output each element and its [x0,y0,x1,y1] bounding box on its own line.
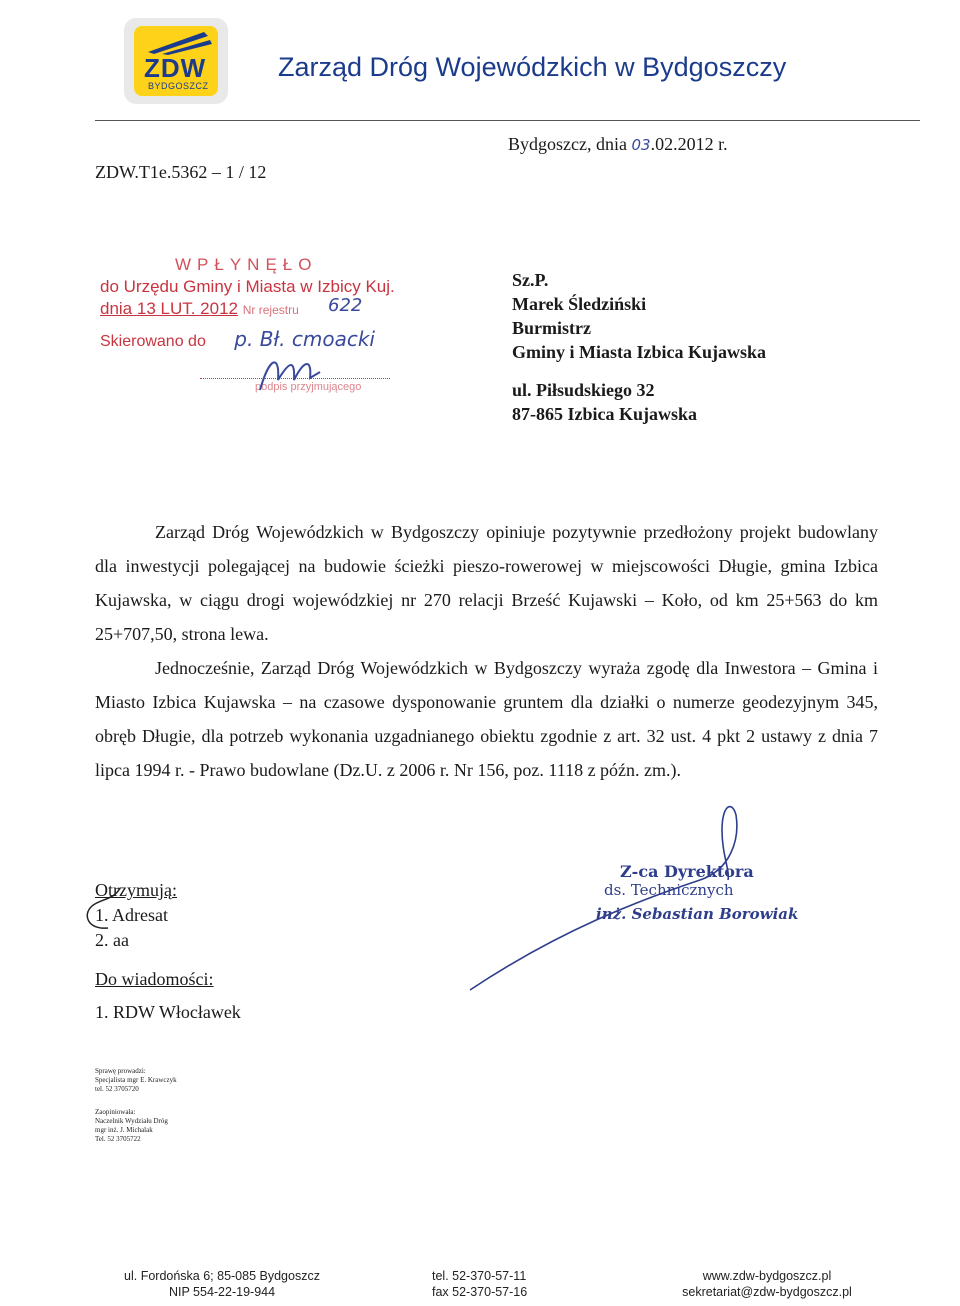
logo-text: ZDW [144,53,207,83]
footer-address-block [92,1268,352,1300]
recipients-heading: Otrzymują: [95,880,177,900]
signature-stamp [596,862,798,923]
recipient-address [512,268,766,426]
case-handler [95,1067,177,1094]
cc-item: 1. RDW Włocławek [95,1002,241,1022]
footer-fax: fax 52-370-57-16 [432,1285,528,1299]
footer-email: sekretariat@zdw-bydgoszcz.pl [682,1285,852,1299]
date-day-handwritten: 03 [631,136,651,154]
recipient-title: Burmistrz [512,318,591,338]
signature-name: inż. Sebastian Borowiak [596,905,799,923]
logo-badge [134,26,218,96]
stamp-register-number: 622 [328,295,363,316]
approver-line: Naczelnik Wydziału Dróg [95,1117,168,1125]
incoming-stamp [100,255,400,405]
recipient-name: Marek Śledziński [512,294,647,314]
approver [95,1108,168,1144]
recipient-street: ul. Piłsudskiego 32 [512,380,655,400]
footer-website: www.zdw-bydgoszcz.pl [702,1269,832,1283]
footer-nip: NIP 554-22-19-944 [168,1285,276,1299]
stamp-signature-label: podpis przyjmującego [255,381,362,393]
stamp-date: dnia 13 LUT. 2012 [100,299,238,318]
cc-heading: Do wiadomości: [95,969,214,989]
organization-title: Zarząd Dróg Wojewódzkich w Bydgoszczy [278,52,787,82]
zdw-logo [124,18,228,104]
footer-tel: tel. 52-370-57-11 [432,1269,527,1283]
case-handler-line: Sprawę prowadzi: [95,1067,146,1075]
letter-body [95,515,878,787]
date-prefix: Bydgoszcz, dnia [508,134,627,154]
stamp-line-office: do Urzędu Gminy i Miasta w Izbicy Kuj. [100,277,395,296]
recipient-item: 1. Adresat [95,905,168,925]
approver-line: Tel. 52 3705722 [95,1135,141,1143]
footer-web-block [662,1268,872,1300]
stamp-initials-scribble [250,350,330,400]
body-paragraph: Jednocześnie, Zarząd Dróg Wojewódzkich w Bydgoszczy wyraża zgodę dla Inwestora – Gmina i Miasto Izbica Kujawska – na czasowe dysponowanie gruntem dla działki o numerze geodezyjnym 345, obręb Długie, dla potrzeb wykonania uzgadnianego obiektu zgodnie z art. 32 ust. 4 pkt 2 ustawy z dnia 7 lipca 1994 r. - Prawo budowlane (Dz.U. z 2006 r. Nr 156, poz. 1118 z późn. zm.). [95,658,878,780]
logo-subtext: BYDGOSZCZ [148,81,209,91]
handwritten-circle-mark [78,880,138,940]
stamp-register-label: Nr rejestru [242,303,299,317]
stamp-directed-label: Skierowano do [100,333,206,350]
header-divider [95,120,920,121]
recipient-office: Gminy i Miasta Izbica Kujawska [512,342,767,362]
stamp-line-date [100,299,299,319]
case-handler-line: tel. 52 3705720 [95,1085,139,1093]
stamp-line-received: WPŁYNĘŁO [175,255,318,274]
footer-phone-block [432,1268,527,1300]
body-paragraph: Zarząd Dróg Wojewódzkich w Bydgoszczy opiniuje pozytywnie przedłożony projekt budowlany dla inwestycji polegającej na budowie ścieżki pieszo-rowerowej w miejscowości Długie, gmina Izbica Kujawska, w ciągu drogi wojewódzkiej nr 270 relacji Brześć Kujawski – Koło, od km 25+563 do km 25+707,50, strona lewa. [95,522,878,644]
stamp-line-directed [100,327,375,351]
road-swoosh-icon [134,26,218,56]
case-handler-line: Specjalista mgr E. Krawczyk [95,1076,177,1084]
recipient-line: Sz.P. [512,270,549,290]
date-suffix: .02.2012 r. [650,134,728,154]
signature-role: Z-ca Dyrektora [620,862,754,881]
letter-date [508,134,728,155]
recipient-city: 87-865 Izbica Kujawska [512,404,698,424]
stamp-handwritten-recipient: p. Bł. cmoacki [234,327,375,351]
reference-number: ZDW.T1e.5362 – 1 / 12 [95,162,267,182]
recipient-item: 2. aa [95,930,129,950]
footer-address: ul. Fordońska 6; 85-085 Bydgoszcz [124,1269,320,1283]
signature-department: ds. Technicznych [604,881,734,899]
approver-line: mgr inż. J. Michalak [95,1126,153,1134]
approver-line: Zaopiniowała: [95,1108,136,1116]
